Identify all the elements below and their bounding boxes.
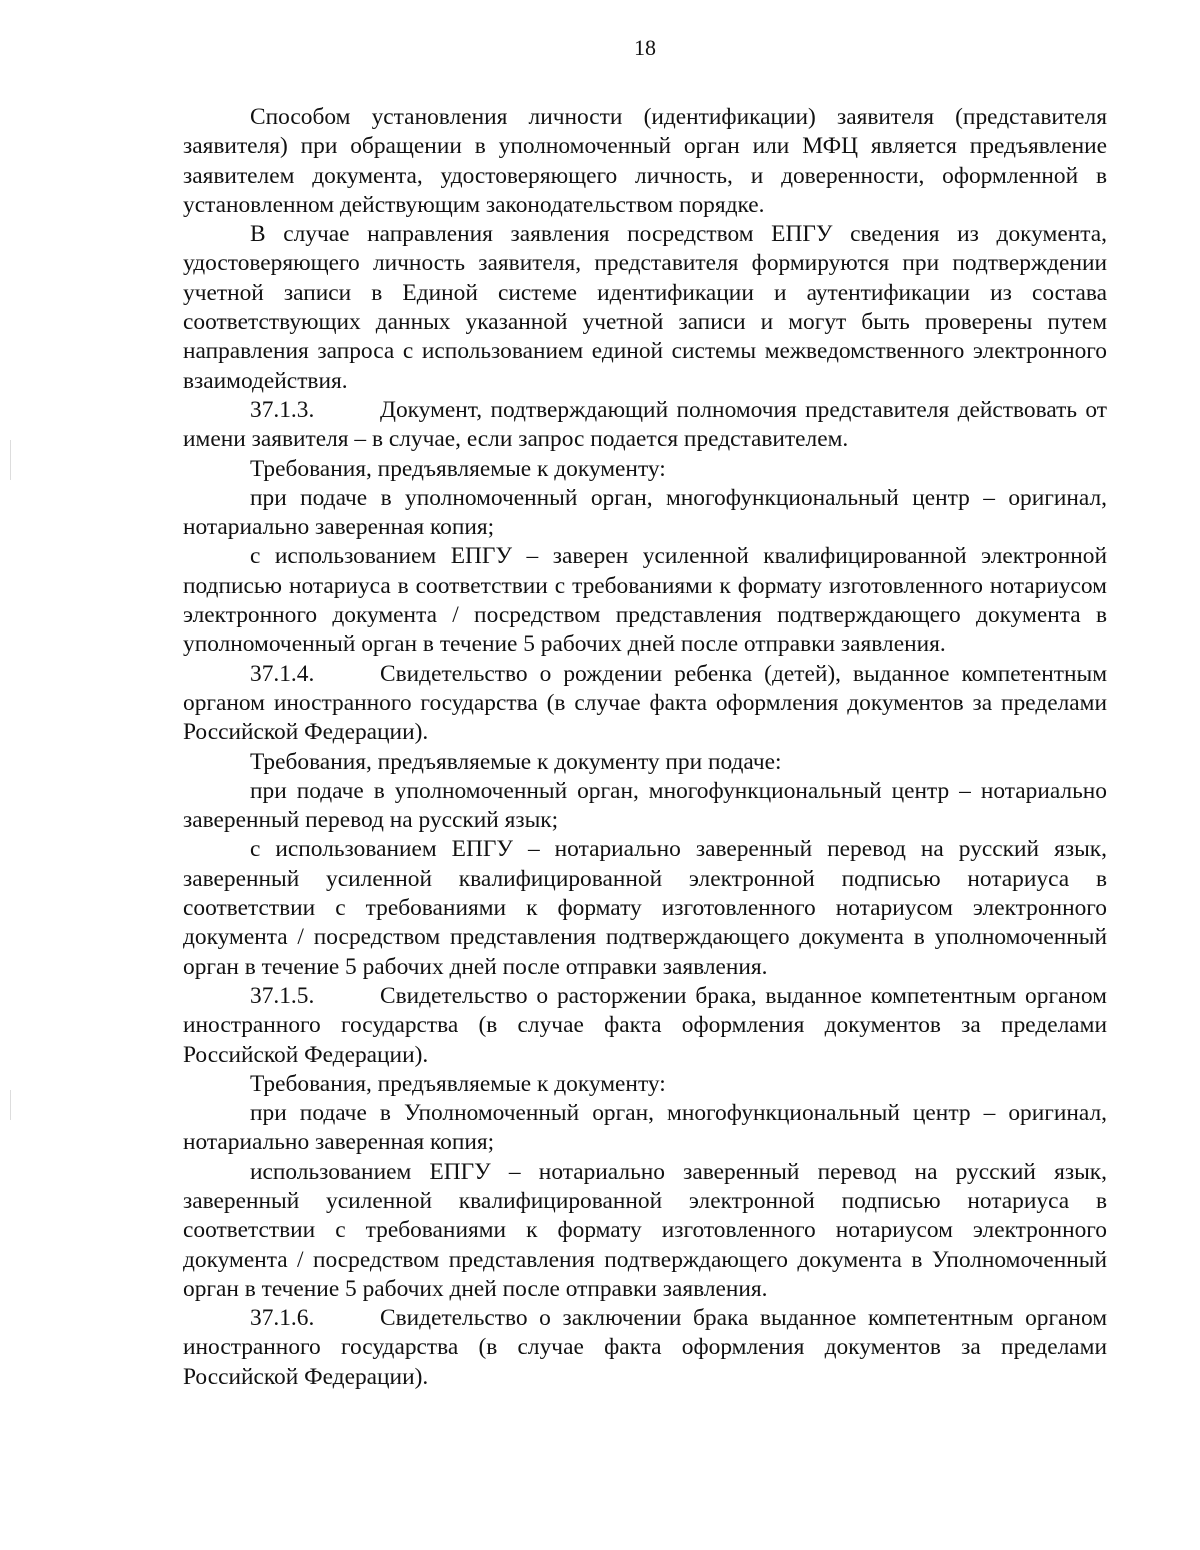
paragraph: с использованием ЕПГУ – заверен усиленной квалифицированной электронной подписью нотариуса в соответствии с требованиями к формату изготовленного нотариусом электронного документа / посредством представления подтверждающего документа в уполномоченный орган в течение 5 рабочих дней после отправки заявления.	[183, 543, 1107, 658]
section-paragraph: 37.1.4. Свидетельство о рождении ребенка (детей), выданное компетентным органом иностранного государства (в случае факта оформления документов за пределами Российской Федерации).	[183, 660, 1107, 746]
paragraph: Требования, предъявляемые к документу:	[250, 455, 666, 482]
scan-margin-line	[10, 440, 11, 480]
section-number: 37.1.4.	[250, 660, 315, 687]
paragraph: при подаче в уполномоченный орган, многофункциональный центр – оригинал, нотариально заверенная копия;	[183, 484, 1107, 541]
section-number: 37.1.6.	[250, 1305, 315, 1332]
paragraph: В случае направления заявления посредством ЕПГУ сведения из документа, удостоверяющего личность заявителя, представителя формируются при подтверждении учетной записи в Единой системе идентификации и аутентификации из состава соответствующих данных указанной учетной записи и могут быть проверены путем направления запроса с использованием единой системы межведомственного электронного взаимодействия.	[183, 221, 1107, 394]
paragraph: использованием ЕПГУ – нотариально заверенный перевод на русский язык, заверенный усиленной квалифицированной электронной подписью нотариуса в соответствии с требованиями к формату изготовленного нотариусом электронного документа / посредством представления подтверждающего документа в Уполномоченный орган в течение 5 рабочих дней после отправки заявления.	[183, 1158, 1107, 1302]
section-number: 37.1.5.	[250, 982, 315, 1009]
paragraph: с использованием ЕПГУ – нотариально заверенный перевод на русский язык, заверенный усиленной квалифицированной электронной подписью нотариуса в соответствии с требованиями к формату изготовленного нотариусом электронного документа / посредством представления подтверждающего документа в уполномоченный орган в течение 5 рабочих дней после отправки заявления.	[183, 836, 1107, 980]
paragraph: Способом установления личности (идентификации) заявителя (представителя заявителя) при обращении в уполномоченный орган или МФЦ является предъявление заявителем документа, удостоверяющего личность, и доверенности, оформленной в установленном действующим законодательством порядке.	[183, 104, 1107, 218]
paragraph: Требования, предъявляемые к документу при подаче:	[250, 748, 782, 775]
section-number: 37.1.3.	[250, 396, 315, 423]
document-body	[183, 103, 1107, 1392]
paragraph: при подаче в уполномоченный орган, многофункциональный центр – нотариально заверенный перевод на русский язык;	[183, 777, 1107, 834]
section-paragraph: 37.1.3. Документ, подтверждающий полномочия представителя действовать от имени заявителя – в случае, если запрос подается представителем.	[183, 396, 1107, 453]
paragraph: при подаче в Уполномоченный орган, многофункциональный центр – оригинал, нотариально заверенная копия;	[183, 1100, 1107, 1156]
page-number: 18	[634, 35, 656, 60]
scan-margin-line	[10, 1090, 11, 1120]
section-paragraph: 37.1.5. Свидетельство о расторжении брака, выданное компетентным органом иностранного государства (в случае факта оформления документов за пределами Российской Федерации).	[183, 982, 1107, 1068]
section-paragraph: 37.1.6. Свидетельство о заключении брака выданное компетентным органом иностранного государства (в случае факта оформления документов за пределами Российской Федерации).	[183, 1305, 1107, 1390]
paragraph: Требования, предъявляемые к документу:	[250, 1070, 666, 1097]
